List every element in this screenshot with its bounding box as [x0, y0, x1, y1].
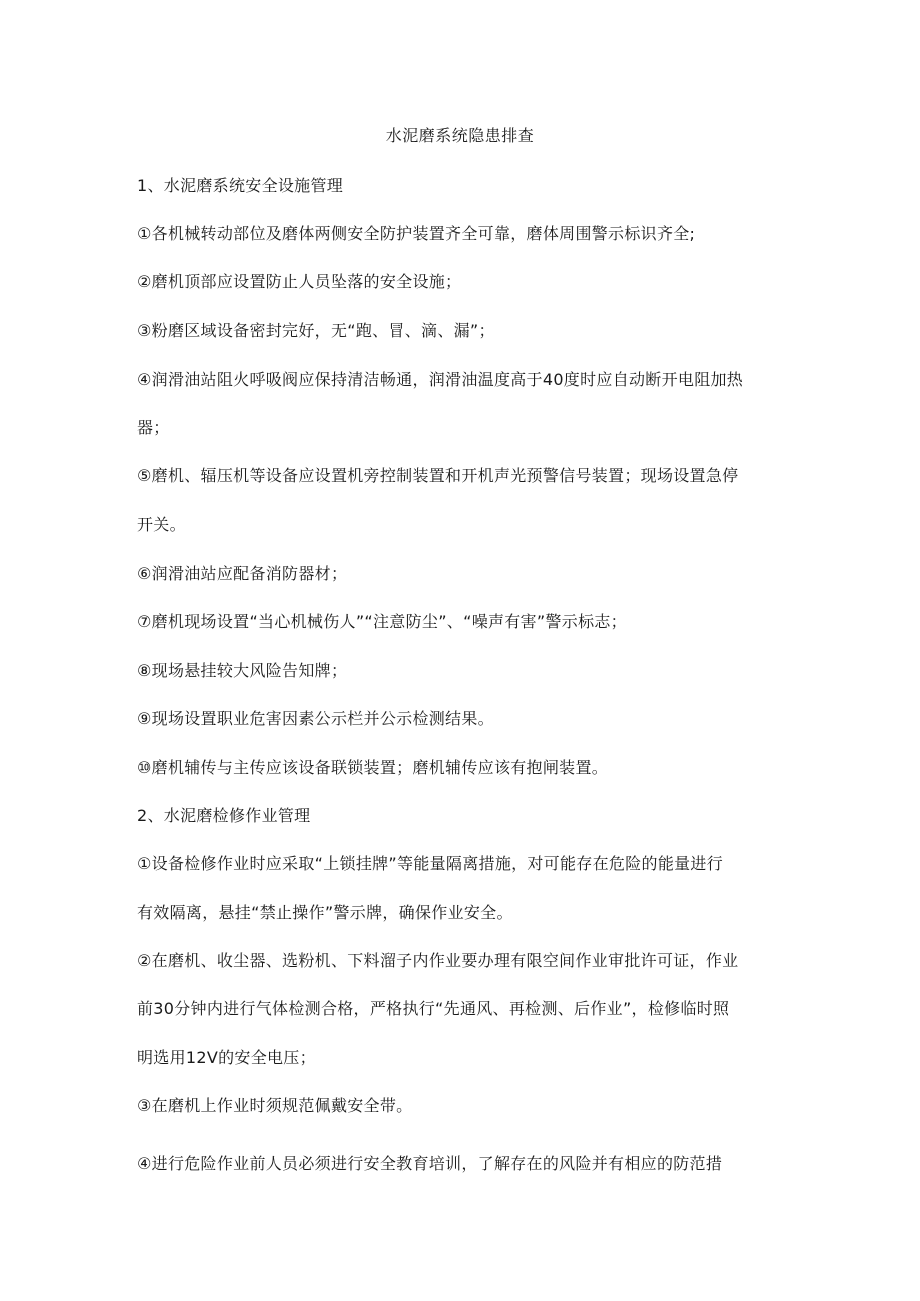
- paragraph-line: ④润滑油站阻火呼吸阀应保持清洁畅通，润滑油温度高于40度时应自动断开电阻加热: [137, 370, 744, 389]
- paragraph-line: ⑨现场设置职业危害因素公示栏并公示检测结果。: [137, 709, 494, 728]
- paragraph-line: 前30分钟内进行气体检测合格，严格执行“先通风、再检测、后作业”，检修临时照: [137, 999, 730, 1018]
- paragraph-line: ⑥润滑油站应配备消防器材；: [137, 564, 348, 583]
- paragraph-line: ①各机械转动部位及磨体两侧安全防护装置齐全可靠，磨体周围警示标识齐全;: [137, 224, 696, 243]
- paragraph-line: ⑦磨机现场设置“当心机械伤人”“注意防尘”、“噪声有害”警示标志；: [137, 612, 627, 631]
- paragraph-line: ③在磨机上作业时须规范佩戴安全带。: [137, 1096, 413, 1115]
- paragraph-line: 器；: [137, 418, 170, 437]
- paragraph-line: ⑧现场悬挂较大风险告知牌；: [137, 661, 348, 680]
- paragraph-line: ⑩磨机辅传与主传应该设备联锁装置；磨机辅传应该有抱闸装置。: [137, 758, 609, 777]
- section-heading: 1、水泥磨系统安全设施管理: [137, 176, 344, 195]
- paragraph-line: ④进行危险作业前人员必须进行安全教育培训，了解存在的风险并有相应的防范措: [137, 1154, 723, 1173]
- paragraph-line: ③粉磨区域设备密封完好，无“跑、冒、滴、漏”；: [137, 321, 495, 340]
- paragraph-line: ⑤磨机、辐压机等设备应设置机旁控制装置和开机声光预警信号装置；现场设置急停: [137, 466, 739, 485]
- paragraph-line: ②磨机顶部应设置防止人员坠落的安全设施；: [137, 272, 462, 291]
- document-title: 水泥磨系统隐患排查: [385, 126, 535, 145]
- section-heading: 2、水泥磨检修作业管理: [137, 806, 311, 825]
- paragraph-line: 开关。: [137, 515, 186, 534]
- paragraph-line: 有效隔离，悬挂“禁止操作”警示牌，确保作业安全。: [137, 903, 513, 922]
- paragraph-line: ①设备检修作业时应采取“上锁挂牌”等能量隔离措施，对可能存在危险的能量进行: [137, 854, 724, 873]
- paragraph-line: ②在磨机、收尘器、选粉机、下料溜子内作业要办理有限空间作业审批许可证，作业: [137, 951, 739, 970]
- paragraph-line: 明选用12V的安全电压；: [137, 1048, 316, 1067]
